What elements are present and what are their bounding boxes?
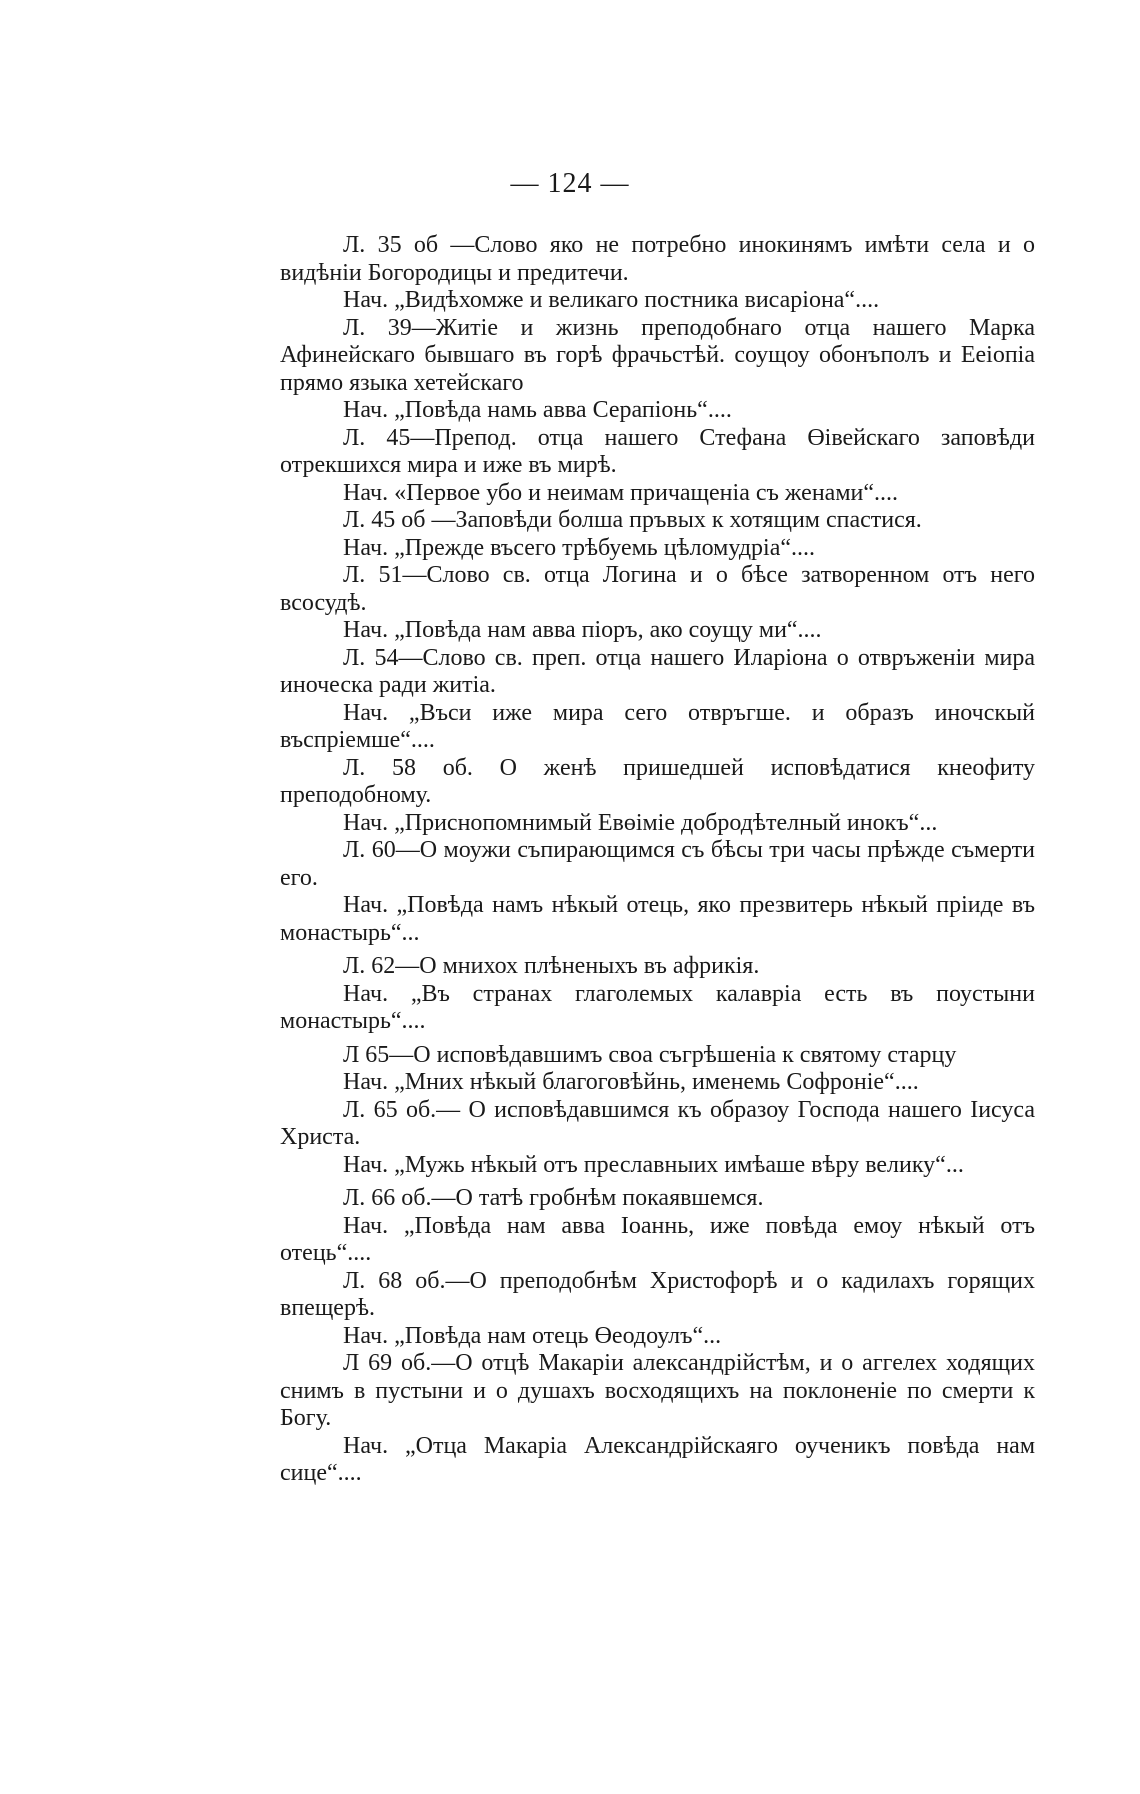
- entry-incipit: Нач. „Прежде въсего трѣбуемь цѣломудрiа“....: [343, 534, 815, 561]
- entry-incipit: Нач. „Приснопомнимый Евөiмiе добродѣтелный инокъ“...: [343, 809, 938, 836]
- entry-incipit: Нач. „Отца Макарiа Александрiйскаяго оученикъ повѣда нам сице“....: [280, 1432, 1035, 1486]
- entry-l35: Л. 35 об —Слово яко не потребно инокинямъ имѣти села и о видѣнiи Богородицы и предитечи.: [280, 232, 1035, 286]
- entry-l45-ob: Л. 45 об —Заповѣди болша пръвых к хотящим спастися.: [343, 507, 922, 533]
- entry-incipit: Нач. „Мних нѣкый благоговѣйнь, именемь Софронiе“....: [343, 1069, 919, 1095]
- entry-l58-ob: Л. 58 об. О женѣ пришедшей исповѣдатися кнеофиту преподобному.: [280, 754, 1035, 808]
- entry-l66-ob: Л. 66 об.—О татѣ гробнѣм покаявшемся.: [343, 1185, 764, 1211]
- entry-incipit: Нач. „Повѣда нам авва пiоръ, ако соущу ми“....: [343, 617, 822, 643]
- page-body: [280, 232, 1035, 1488]
- page-number: — 124 —: [510, 168, 630, 199]
- entry-incipit: Нач. „Повѣда нам отець Өеодоулъ“...: [343, 1322, 722, 1349]
- entry-l60: Л. 60—О моужи съпирающимся съ бѣсы три часы прѣжде съмерти его.: [280, 837, 1035, 891]
- entry-l62: Л. 62—О мнихох плѣненыхъ въ африкiя.: [343, 953, 760, 979]
- entry-l45: Л. 45—Препод. отца нашего Стефана Өiвейскаго заповѣди отрекшихся мира и иже въ мирѣ.: [280, 424, 1035, 478]
- entry-incipit: Нач. „Повѣда намъ нѣкый отець, яко презвитерь нѣкый прiиде въ монастырь“...: [280, 892, 1035, 946]
- entry-l65: Л 65—О исповѣдавшимъ своа съгрѣшенiа к святому старцу: [343, 1041, 957, 1068]
- entry-l54: Л. 54—Слово св. преп. отца нашего Иларiона о отвръженiи мира иноческа ради житiа.: [280, 644, 1035, 698]
- entry-incipit: Нач. „Въ странах глаголемых калаврiа есть въ поустыни монастырь“....: [280, 980, 1035, 1034]
- entry-incipit: Нач. „Мужь нѣкый отъ преславныих имѣаше вѣру велику“...: [343, 1151, 964, 1178]
- entry-incipit: Нач. „Повѣда намь авва Серапiонь“....: [343, 397, 732, 423]
- entry-l69-ob: Л 69 об.—О отцѣ Макарiи александрiйстѣм, и о аггелех ходящих снимъ в пустыни и о душахъ восходящихъ на поклоненiе по смерти к Богу.: [280, 1350, 1035, 1431]
- entry-incipit: Нач. „Въси иже мира сего отвръгше. и образъ иночскый въспрiемше“....: [280, 699, 1035, 753]
- entry-l65-ob: Л. 65 об.— О исповѣдавшимся къ образоу Господа нашего Iисуса Христа.: [280, 1096, 1035, 1150]
- entry-l39: Л. 39—Житiе и жизнь преподобнаго отца нашего Марка Афинейскаго бывшаго въ горѣ фрачьстѣй. соущоу обонъполъ и Ееiопiа прямо языка хетейскаго: [280, 314, 1035, 396]
- entry-l68-ob: Л. 68 об.—О преподобнѣм Христофорѣ и о кадилахъ горящих впещерѣ.: [280, 1267, 1035, 1321]
- entry-incipit: Нач. «Первое убо и неимам причащенiа съ женами“....: [343, 479, 898, 506]
- entry-incipit: Нач. „Видѣхомже и великаго постника висарiона“....: [343, 287, 880, 313]
- entry-incipit: Нач. „Повѣда нам авва Iоаннь, иже повѣда емоу нѣкый отъ отець“....: [280, 1212, 1035, 1266]
- entry-l51: Л. 51—Слово св. отца Логина и о бѣсе затворенном отъ него всосудѣ.: [280, 562, 1035, 616]
